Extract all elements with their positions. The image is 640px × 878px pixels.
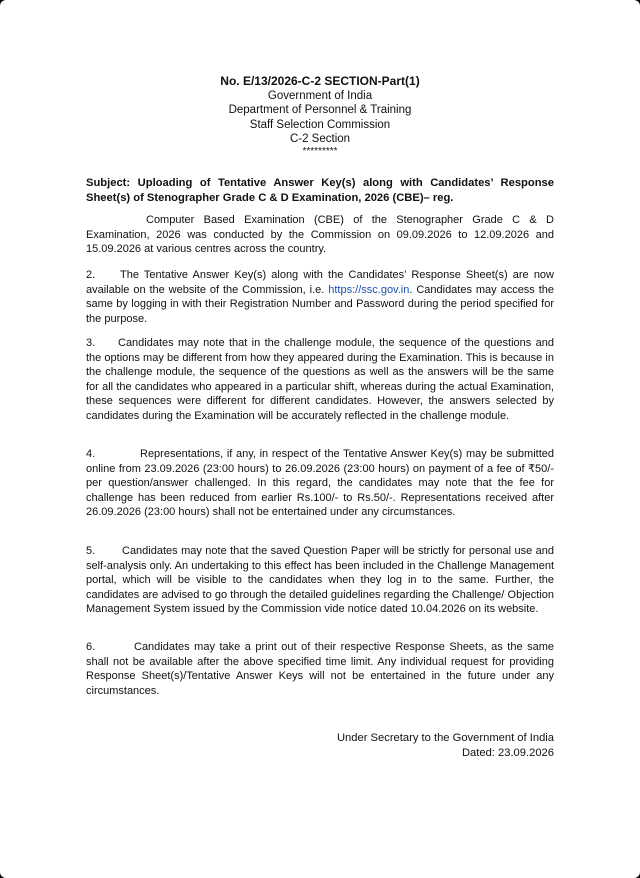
signature-date: Dated: 23.09.2026 (461, 746, 554, 759)
header-separator: ********* (302, 145, 338, 157)
paragraph-4 (86, 447, 554, 520)
signature-designation: Under Secretary to the Government of India (336, 732, 554, 744)
paragraph-1 (86, 213, 554, 257)
paragraph-6-text: Candidates may take a print out of their respective Response Sheets, as the same shall not be available after the above specified time limit. Any individual request for providing Response Sheet(s)/Tentative Answer Keys will not be entertained in the future under any circumstances. (86, 641, 554, 697)
paragraph-4-text: Representations, if any, in respect of the Tentative Answer Key(s) may be submitted online from 23.09.2026 (23:00 hours) to 26.09.2026 (23:00 hours) on payment of a fee of ₹50/- per question/answer challenged. In this regard, the candidates may note that the fee for challenge has been reduced from earlier Rs.100/- to Rs.50/-. Representations received after 26.09.2026 (23:00 hours) shall not be entertained under any circumstances. (86, 448, 554, 518)
paragraph-4-number: 4. (86, 448, 96, 460)
header-department: Department of Personnel & Training (228, 104, 412, 116)
paragraph-3-text: Candidates may note that in the challenge module, the sequence of the questions and the options may be different from how they appeared during the Examination. This is because in the challenge module, the sequence of the questions as well as the answers will be the same for all the candidates who appeared in a particular shift, whereas during the actual Examination, these sequences were different for different candidates. However, the answers selected by candidates during the Examination will be accurately reflected in the challenge module. (86, 337, 554, 422)
paragraph-2-text-a: The Tentative Answer Key(s) along with the Candidates’ Response Sheet(s) are now available on the website of the Commission, i.e. (86, 269, 554, 296)
signature-block (337, 731, 554, 760)
header-government: Government of India (267, 89, 373, 102)
paragraph-2-text-b: . Candidates may access the same by logging in with their Registration Number and Password during the period specified for the purpose. (86, 283, 555, 325)
paragraph-1-text: Computer Based Examination (CBE) of the Stenographer Grade C & D Examination, 2026 was conducted by the Commission on 09.09.2026 to 12.09.2026 and 15.09.2026 at various centres across the country. (86, 214, 554, 255)
website-link[interactable]: https://ssc.gov.in (328, 283, 410, 296)
paragraph-5 (86, 544, 554, 617)
paragraph-3-number: 3. (86, 337, 96, 349)
paragraph-6-number: 6. (86, 641, 96, 653)
document-number: No. E/13/2026-C-2 SECTION-Part(1) (220, 74, 420, 88)
subject-line: Subject: Uploading of Tentative Answer Key(s) along with Candidates’ Response Sheet(s) of Stenographer Grade C & D Examination, 2026 (CBE)– reg. (86, 177, 554, 204)
paragraph-2 (86, 268, 554, 326)
header-commission: Staff Selection Commission (249, 118, 391, 131)
paragraph-6 (86, 640, 554, 698)
paragraph-3 (86, 336, 554, 423)
document-header (0, 74, 640, 156)
header-section: C-2 Section (289, 133, 351, 145)
paragraph-5-text: Candidates may note that the saved Question Paper will be strictly for personal use and self-analysis only. An undertaking to this effect has been included in the Challenge Management portal, which will be visible to the candidates when they log in to the same. Further, the candidates are advised to go through the detailed guidelines regarding the Challenge/ Objection Management System issued by the Commission vide notice dated 10.04.2026 on its website. (86, 545, 554, 615)
paragraph-5-number: 5. (86, 545, 96, 557)
paragraph-2-number: 2. (86, 269, 96, 281)
